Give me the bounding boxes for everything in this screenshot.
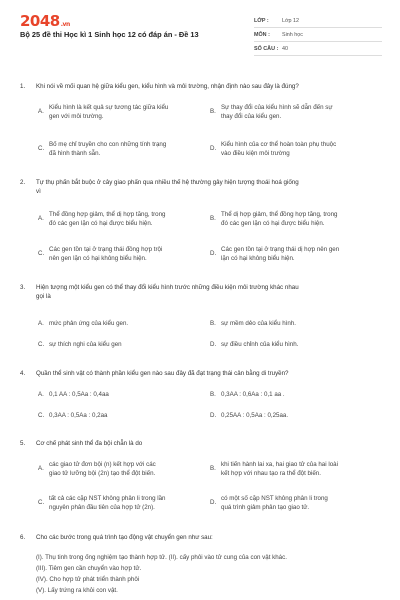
meta-value: 40 [282, 45, 288, 52]
option-letter: D. [210, 499, 217, 506]
option-text [221, 390, 285, 399]
option-line: sự mềm dẻo của kiểu hình. [221, 320, 296, 327]
meta-key: LỚP : [254, 17, 269, 24]
question-stem [36, 178, 378, 196]
option-letter: D. [210, 145, 217, 152]
option-text [221, 103, 332, 121]
option-text [49, 210, 165, 228]
document-title: Bộ 25 đề thi Học kì 1 Sinh học 12 có đáp án - Đề 13 [20, 30, 199, 39]
option-text [221, 460, 338, 478]
option-text [49, 390, 109, 399]
meta-key: MÔN : [254, 31, 270, 38]
option-line: Thể dị hợp giảm, thể đồng hợp tăng, trong [221, 211, 338, 218]
option-line: mức phản ứng của kiểu gen. [49, 320, 129, 327]
option-letter: A. [38, 391, 44, 398]
stem-line: Khi nói về mối quan hệ giữa kiểu gen, kiểu hình và môi trường, nhận định nào sau đây là đúng? [36, 83, 299, 90]
option-line: nên gen lặn có hại không biểu hiện. [49, 255, 147, 262]
page-header [0, 0, 400, 60]
option-line: gen với môi trường. [49, 113, 104, 120]
meta-value: Lớp 12 [282, 17, 300, 24]
meta-row-subject [254, 28, 382, 42]
step-line: (IV). Cho hợp tử phát triển thành phôi [36, 576, 140, 583]
option-line: đã hình thành sẵn. [49, 150, 101, 157]
question-stem [36, 283, 378, 301]
option-line: nguyên phân đầu tiên của hợp tử (2n). [49, 504, 155, 511]
option-text [49, 245, 162, 263]
option-letter: B. [210, 215, 216, 222]
option-text [221, 210, 337, 228]
stem-line: gọi là [36, 293, 51, 300]
option-line: vào điều kiện môi trường [221, 150, 290, 157]
option-letter: A. [38, 465, 44, 472]
option-letter: A. [38, 108, 44, 115]
option-line: quá trình giảm phân tạo giao tử. [221, 504, 310, 511]
option-text [221, 245, 339, 263]
option-line: đó các gen lặn có hại được biểu hiện. [221, 220, 325, 227]
option-letter: D. [210, 412, 217, 419]
option-text [49, 140, 166, 158]
step-line: (I). Thụ tinh trong ống nghiệm tạo thành hợp tử. (II). cấy phôi vào tử cung của con vật khác. [36, 554, 287, 561]
meta-row-class [254, 14, 382, 28]
option-letter: B. [210, 391, 216, 398]
option-line: 0,3AA : 0,5Aa : 0,2aa [49, 412, 108, 419]
option-line: Thể đồng hợp giảm, thể dị hợp tăng, trong [49, 211, 166, 218]
option-text [49, 494, 166, 512]
option-line: giao tử lưỡng bội (2n) tạo thể đột biến. [49, 470, 156, 477]
stem-line: Cho các bước trong quá trình tạo động vật chuyển gen như sau: [36, 534, 213, 541]
option-text [49, 103, 168, 121]
stem-line: Hiện tượng một kiểu gen có thể thay đổi kiểu hình trước những điều kiện môi trường khác nhau [36, 284, 299, 291]
option-text [49, 411, 107, 420]
question-number: 3. [20, 284, 26, 291]
option-letter: A. [38, 215, 44, 222]
meta-row-count [254, 42, 382, 56]
option-line: 0,1 AA : 0,5Aa : 0,4aa [49, 391, 109, 398]
option-line: đó các gen lặn có hại được biểu hiện. [49, 220, 153, 227]
step-line: (V). Lấy trứng ra khỏi con vật. [36, 587, 118, 594]
stem-line: Quần thể sinh vật có thành phần kiểu gen nào sau đây đã đạt trạng thái cân bằng di truyền? [36, 370, 289, 377]
step-line: (III). Tiêm gen cần chuyển vào hợp tử. [36, 565, 142, 572]
question-stem [36, 533, 378, 542]
option-line: có một số cặp NST không phân li trong [221, 495, 328, 502]
option-line: 0,3AA : 0,6Aa : 0,1 aa . [221, 391, 285, 398]
meta-key: SỐ CÂU : [254, 45, 279, 52]
option-line: thay đổi của kiểu gen. [221, 113, 282, 120]
option-line: Bố mẹ chỉ truyền cho con những tính trạng [49, 141, 167, 148]
option-text [49, 460, 156, 478]
option-text [221, 319, 296, 328]
question-number: 1. [20, 83, 26, 90]
meta-value: Sinh học [282, 31, 303, 38]
option-text [49, 319, 128, 328]
stem-line: Cơ chế phát sinh thể đa bội chẵn là do [36, 440, 143, 447]
question-stem [36, 439, 378, 448]
option-letter: C. [38, 499, 45, 506]
option-line: 0,25AA : 0,5Aa : 0,25aa. [221, 412, 289, 419]
question-stem [36, 82, 378, 91]
option-line: Sự thay đổi của kiểu hình sẽ dẫn đến sự [221, 104, 333, 111]
option-line: Các gen tồn tại ở trạng thái dị hợp nên gen [221, 246, 340, 253]
option-letter: C. [38, 412, 45, 419]
option-line: tất cả các cặp NST không phân li trong lần [49, 495, 166, 502]
document-meta [254, 14, 382, 56]
option-letter: B. [210, 108, 216, 115]
logo-text: 2048 [20, 12, 60, 30]
question-number: 2. [20, 179, 26, 186]
option-line: lặn có hại không biểu hiện. [221, 255, 295, 262]
option-line: sự thích nghi của kiểu gen [49, 341, 122, 348]
option-letter: D. [210, 250, 217, 257]
option-line: các giao tử đơn bội (n) kết hợp với các [49, 461, 156, 468]
option-letter: C. [38, 341, 45, 348]
stem-line: vì [36, 188, 41, 195]
question-number: 4. [20, 370, 26, 377]
option-letter: B. [210, 465, 216, 472]
option-line: Các gen tồn tại ở trạng thái đồng hợp trội [49, 246, 163, 253]
logo-suffix: .vn [60, 21, 70, 28]
option-letter: A. [38, 320, 44, 327]
option-line: Kiểu hình của cơ thể hoàn toàn phụ thuộc [221, 141, 337, 148]
option-letter: B. [210, 320, 216, 327]
option-letter: D. [210, 341, 217, 348]
question-number: 5. [20, 440, 26, 447]
option-text [221, 140, 336, 158]
question-number: 6. [20, 534, 26, 541]
option-line: khi tiến hành lai xa, hai giao tử của hai loài [221, 461, 338, 468]
stem-line: Tự thụ phấn bắt buộc ở cây giao phấn qua nhiều thế hệ thường gây hiện tượng thoái hoá giống [36, 179, 299, 186]
option-line: kết hợp với nhau tạo ra thể đột biến. [221, 470, 321, 477]
option-line: Kiểu hình là kết quả sự tương tác giữa kiểu [49, 104, 169, 111]
option-text [221, 340, 298, 349]
option-text [221, 494, 328, 512]
site-logo[interactable] [20, 12, 70, 30]
option-text [221, 411, 288, 420]
question-stem [36, 369, 378, 378]
option-text [49, 340, 122, 349]
option-letter: C. [38, 250, 45, 257]
option-letter: C. [38, 145, 45, 152]
option-line: sự điều chỉnh của kiểu hình. [221, 341, 299, 348]
